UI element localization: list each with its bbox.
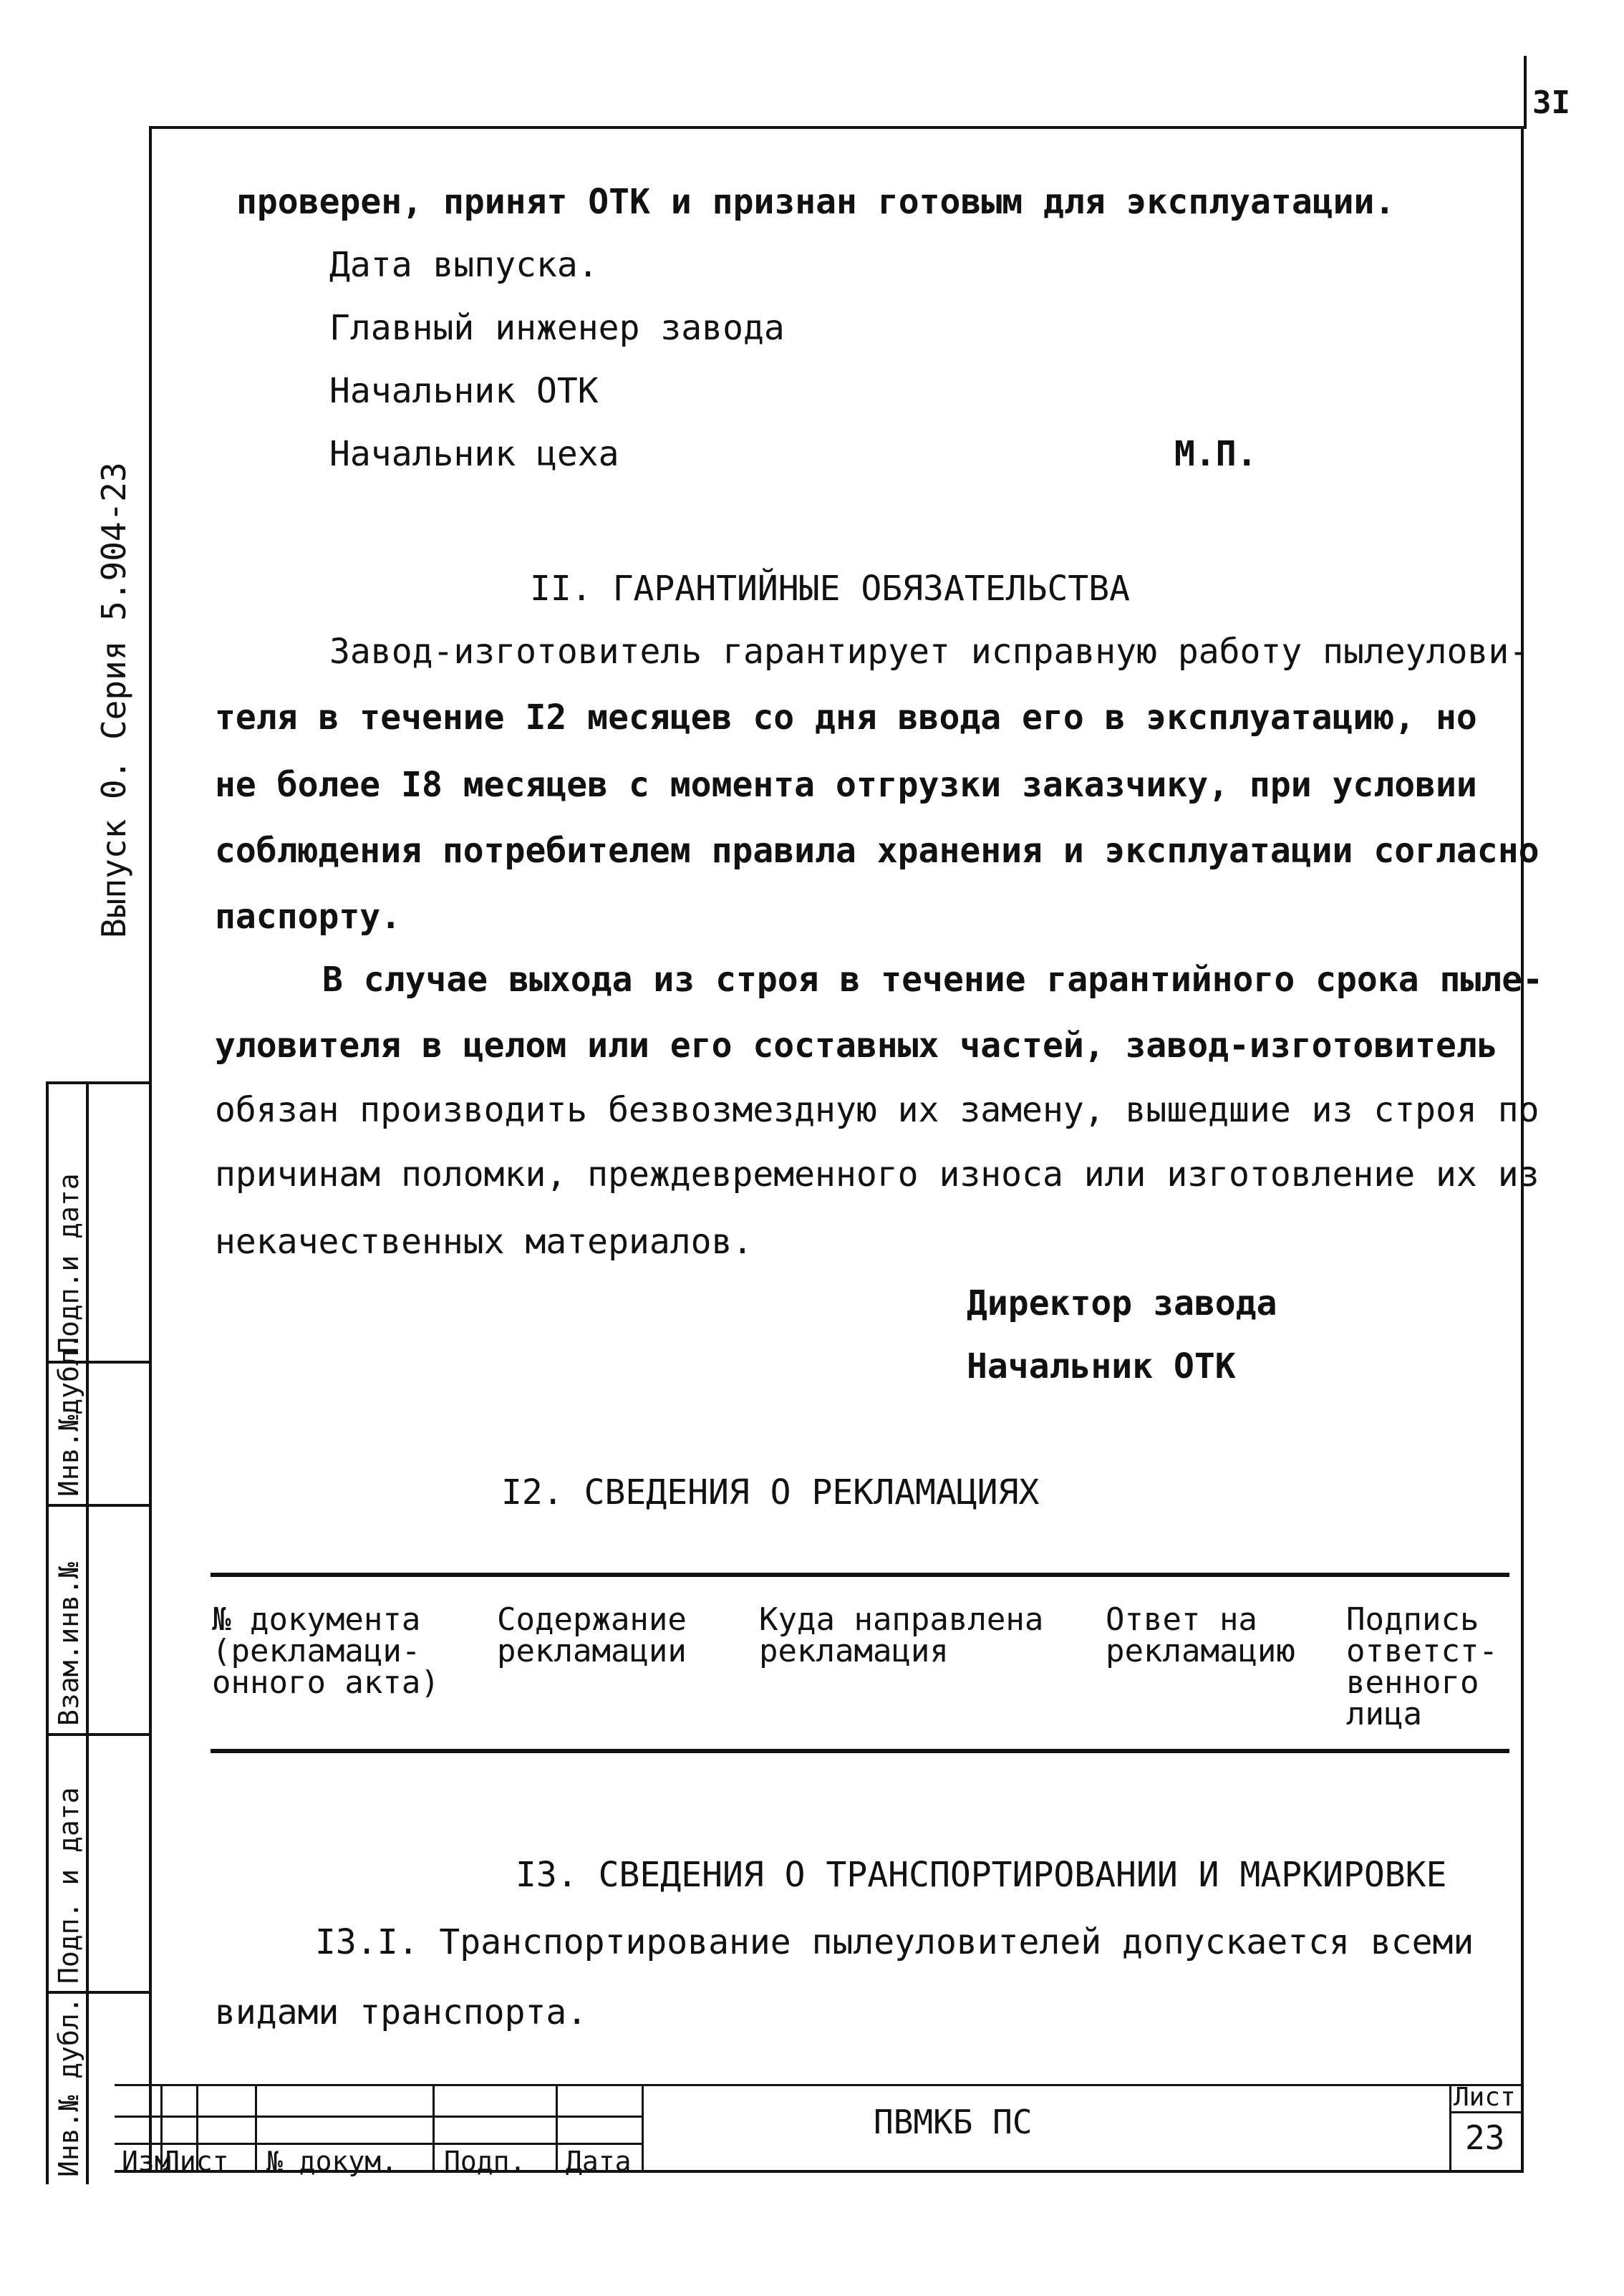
- header-line: (рекламаци-: [212, 1633, 421, 1669]
- sheet-label: Лист: [1454, 2083, 1516, 2112]
- chief-engineer: Главный инженер завода: [329, 308, 785, 348]
- doc-code: ПВМКБ ПС: [874, 2103, 1033, 2141]
- stamp-sign-date-upper: Подп.и дата: [53, 1173, 84, 1354]
- header-line: ответст-: [1346, 1633, 1498, 1669]
- table-top-rule: [211, 1573, 1509, 1577]
- sheet-number: 23: [1465, 2118, 1505, 2157]
- section11-para1-line3: не более I8 месяцев с момента отгрузки заказчику, при условии: [215, 765, 1477, 805]
- title-col-change: Изм: [122, 2146, 171, 2177]
- header-line: венного: [1346, 1664, 1479, 1701]
- header-line: онного акта): [212, 1664, 440, 1701]
- section11-para1-line5: паспорту.: [215, 897, 402, 937]
- header-line: Ответ на: [1106, 1601, 1257, 1638]
- table-bottom-rule: [211, 1749, 1509, 1753]
- head-shop: Начальник цеха: [329, 434, 619, 474]
- header-line: Куда направлена: [759, 1601, 1044, 1638]
- header-line: № документа: [212, 1601, 421, 1638]
- series-label: Выпуск 0. Серия 5.904-23: [95, 462, 133, 938]
- header-line: рекламацию: [1106, 1633, 1295, 1669]
- director: Директор завода: [967, 1283, 1277, 1323]
- section11-para1-line2: теля в течение I2 месяцев со дня ввода его в эксплуатацию, но: [215, 698, 1477, 738]
- section13-para-line1: I3.I. Транспортирование пылеуловителей допускается всеми: [315, 1922, 1474, 1962]
- section11-para1-line4: соблюдения потребителем правила хранения и эксплуатации согласно: [215, 831, 1540, 871]
- head-otk: Начальник ОТК: [329, 371, 599, 411]
- title-col-sign: Подп.: [444, 2146, 526, 2177]
- page-number-divider: [1524, 56, 1527, 129]
- section11-title: II. ГАРАНТИЙНЫЕ ОБЯЗАТЕЛЬСТВА: [530, 569, 1131, 609]
- table-header-content: [497, 1601, 687, 1669]
- section12-title: I2. СВЕДЕНИЯ О РЕКЛАМАЦИЯХ: [501, 1472, 1040, 1513]
- stamp-sign-date-lower: Подп. и дата: [53, 1787, 84, 1984]
- section13-title: I3. СВЕДЕНИЯ О ТРАНСПОРТИРОВАНИИ И МАРКИРОВКЕ: [516, 1855, 1447, 1895]
- table-header-doc-number: [212, 1601, 440, 1701]
- header-line: Подпись: [1346, 1601, 1479, 1638]
- stamp-place: М.П.: [1174, 434, 1257, 474]
- section13-para-line2: видами транспорта.: [215, 1992, 588, 2032]
- frame-top: [149, 126, 1524, 129]
- table-header-destination: [759, 1601, 1044, 1669]
- section11-para2-line2: уловителя в целом или его составных частей, завод-изготовитель: [215, 1026, 1498, 1066]
- title-col-sheet: Лист: [163, 2146, 229, 2177]
- frame-right: [1521, 126, 1524, 2173]
- section11-para2-line5: некачественных материалов.: [215, 1222, 753, 1262]
- intro-line: проверен, принят ОТК и признан готовым для эксплуатации.: [236, 182, 1396, 222]
- table-header-reply: [1106, 1601, 1295, 1669]
- header-line: Содержание: [497, 1601, 687, 1638]
- stamp-inv-dubl-top: Инв.№дубл.: [53, 1333, 84, 1497]
- title-col-doc: № докум.: [266, 2146, 398, 2177]
- frame-left: [149, 126, 152, 2173]
- section11-para1-line1: Завод-изготовитель гарантирует исправную работу пылеулови-: [329, 632, 1530, 672]
- table-header-signature: [1346, 1601, 1498, 1732]
- section11-para2-line4: причинам поломки, преждевременного износа или изготовление их из: [215, 1154, 1540, 1195]
- title-col-date: Дата: [566, 2146, 632, 2177]
- release-date: Дата выпуска.: [329, 245, 599, 285]
- head-otk-2: Начальник ОТК: [967, 1346, 1236, 1386]
- section11-para2-line3: обязан производить безвозмездную их замену, вышедшие из строя по: [215, 1090, 1540, 1130]
- header-line: рекламация: [759, 1633, 949, 1669]
- stamp-replace-inv: Взам.инв.№: [53, 1562, 84, 1726]
- header-line: лица: [1346, 1696, 1422, 1732]
- section11-para2-line1: В случае выхода из строя в течение гарантийного срока пыле-: [322, 960, 1544, 1000]
- stamp-inv-dubl-bottom: Инв.№ дубл.: [53, 1997, 84, 2177]
- page-number: 3I: [1532, 85, 1570, 121]
- header-line: рекламации: [497, 1633, 687, 1669]
